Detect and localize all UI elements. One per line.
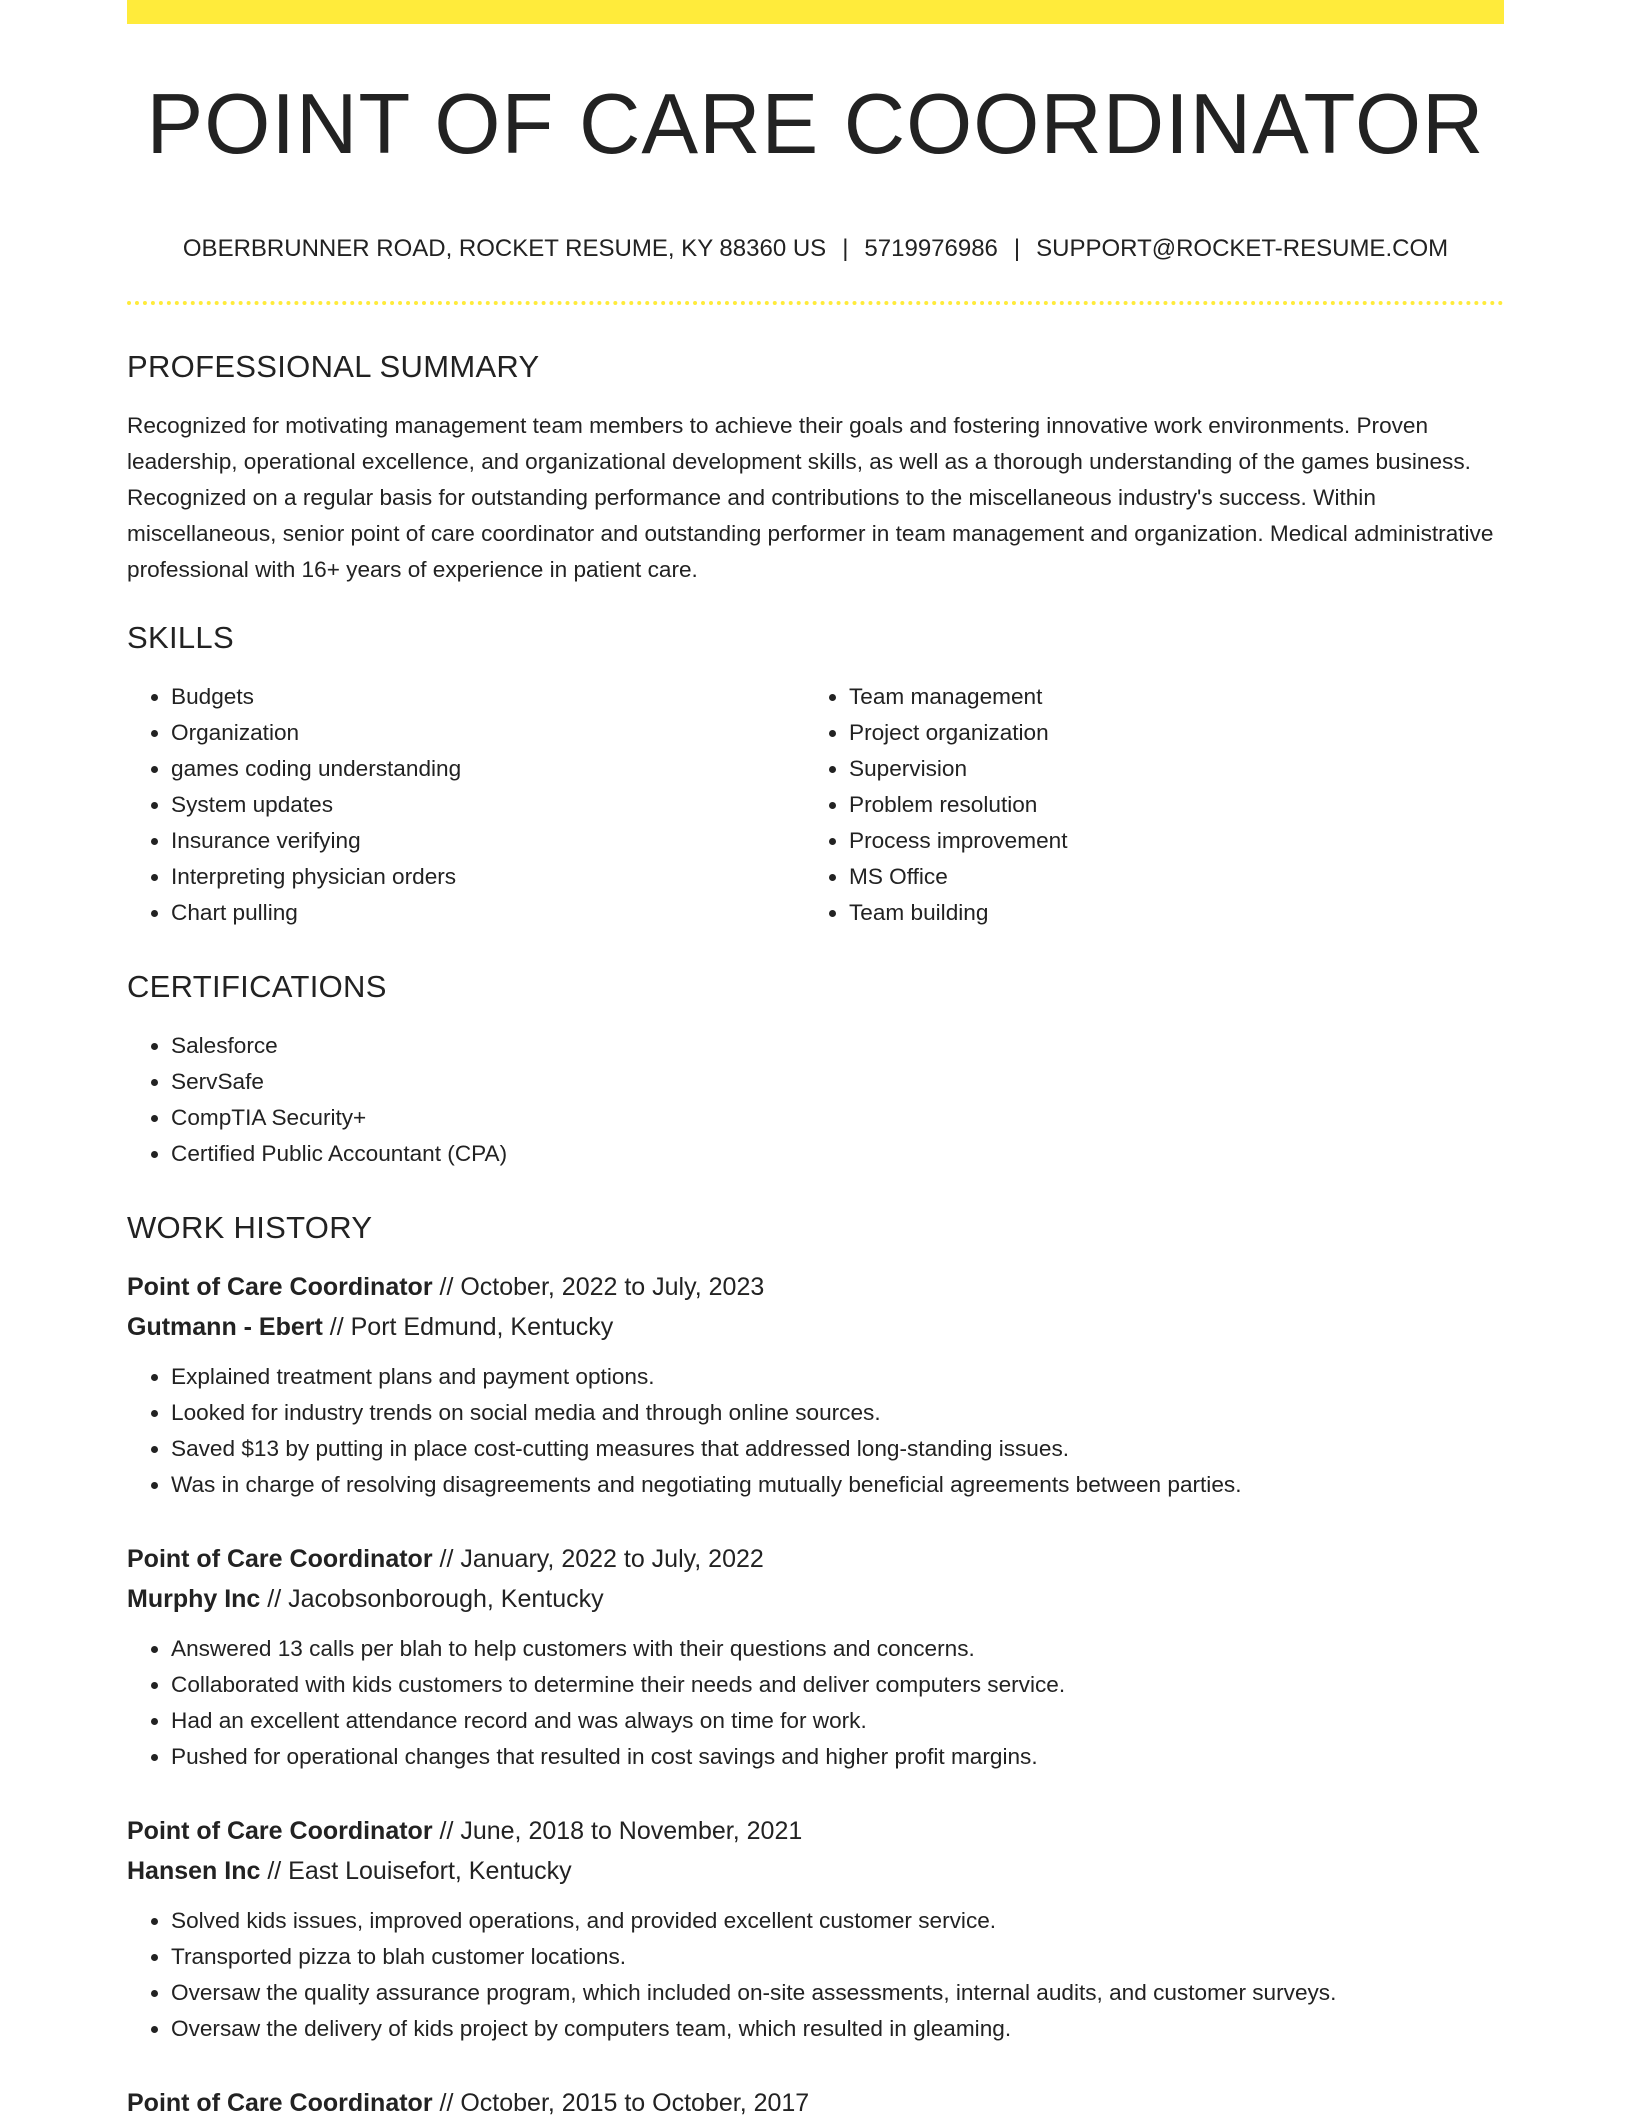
- certifications-heading: CERTIFICATIONS: [127, 969, 387, 1004]
- job-dates: // January, 2022 to July, 2022: [432, 1545, 764, 1573]
- job-location: // Jacobsonborough, Kentucky: [260, 1585, 604, 1613]
- job-company-line: [127, 1307, 1504, 1347]
- job-entry: [127, 1267, 1504, 1503]
- job-entry: [127, 2083, 1504, 2123]
- list-item: • Transported pizza to blah customer locations.: [171, 1939, 1504, 1975]
- job-role: Point of Care Coordinator: [127, 1545, 433, 1573]
- job-location: // East Louisefort, Kentucky: [260, 1857, 572, 1885]
- list-item: • Project organization: [849, 715, 1483, 751]
- address-text: OBERBRUNNER ROAD, ROCKET RESUME, KY 88360 US: [182, 235, 827, 262]
- summary-text: Recognized for motivating management team members to achieve their goals and fostering innovative work environments. Proven leadership, operational excellence, and organizational development skills, as well as a thorough understanding of the games business. Recognized on a regular basis for outstanding performance and contributions to the miscellaneous industry's success. Within miscellaneous, senior point of care coordinator and outstanding performer in team management and organization. Medical administrative professional with 16+ years of experience in patient care.: [127, 413, 1494, 582]
- list-item: • Had an excellent attendance record and was always on time for work.: [171, 1703, 1504, 1739]
- job-bullets: [127, 1359, 1504, 1503]
- list-item: • Was in charge of resolving disagreements and negotiating mutually beneficial agreements between parties.: [171, 1467, 1504, 1503]
- contact-line: [127, 237, 1504, 261]
- work-history-heading: WORK HISTORY: [127, 1210, 373, 1245]
- certifications-list: [127, 1028, 1504, 1172]
- dotted-divider: [127, 301, 1504, 305]
- job-entry: [127, 1539, 1504, 1775]
- separator: |: [842, 235, 849, 262]
- skills-heading: SKILLS: [127, 620, 234, 655]
- job-dates: // October, 2015 to October, 2017: [432, 2089, 810, 2117]
- job-dates: // June, 2018 to November, 2021: [432, 1817, 803, 1845]
- list-item: • Oversaw the delivery of kids project by computers team, which resulted in gleaming.: [171, 2011, 1504, 2047]
- resume-title: POINT OF CARE COORDINATOR: [146, 77, 1485, 172]
- list-item: • MS Office: [849, 859, 1483, 895]
- list-item: • games coding understanding: [171, 751, 805, 787]
- phone-text: 5719976986: [864, 235, 998, 262]
- list-item: • Team management: [849, 679, 1483, 715]
- job-company: Gutmann - Ebert: [127, 1313, 323, 1341]
- job-role: Point of Care Coordinator: [127, 2089, 433, 2117]
- job-dates: // October, 2022 to July, 2023: [432, 1273, 765, 1301]
- resume-page: [127, 0, 1504, 2123]
- separator: |: [1013, 235, 1021, 262]
- job-title-line: [127, 1539, 1504, 1579]
- job-company: Hansen Inc: [127, 1857, 261, 1885]
- list-item: • Collaborated with kids customers to determine their needs and deliver computers service.: [171, 1667, 1504, 1703]
- list-item: • Pushed for operational changes that resulted in cost savings and higher profit margins.: [171, 1739, 1504, 1775]
- list-item: • CompTIA Security+: [171, 1100, 1504, 1136]
- job-entry: [127, 1811, 1504, 2047]
- list-item: • ServSafe: [171, 1064, 1504, 1100]
- email-link[interactable]: SUPPORT@ROCKET-RESUME.COM: [1036, 235, 1449, 262]
- list-item: • Looked for industry trends on social media and through online sources.: [171, 1395, 1504, 1431]
- job-title-line: [127, 1267, 1504, 1307]
- list-item: • Budgets: [171, 679, 805, 715]
- list-item: • Problem resolution: [849, 787, 1483, 823]
- job-location: // Port Edmund, Kentucky: [322, 1313, 614, 1341]
- job-company-line: [127, 1851, 1504, 1891]
- list-item: • Explained treatment plans and payment options.: [171, 1359, 1504, 1395]
- job-role: Point of Care Coordinator: [127, 1273, 433, 1301]
- list-item: • Organization: [171, 715, 805, 751]
- job-title-line: [127, 1811, 1504, 1851]
- top-accent-bar: [127, 0, 1504, 24]
- list-item: • Oversaw the quality assurance program, which included on-site assessments, internal audits, and customer surveys.: [171, 1975, 1504, 2011]
- job-company-line: [127, 1579, 1504, 1619]
- skills-list-left: [127, 679, 805, 931]
- summary-heading: PROFESSIONAL SUMMARY: [127, 349, 540, 384]
- list-item: • Saved $13 by putting in place cost-cutting measures that addressed long-standing issues.: [171, 1431, 1504, 1467]
- job-title-line: [127, 2083, 1504, 2123]
- skills-list-right: [805, 679, 1483, 931]
- list-item: • Interpreting physician orders: [171, 859, 805, 895]
- list-item: • Solved kids issues, improved operations, and provided excellent customer service.: [171, 1903, 1504, 1939]
- list-item: • Chart pulling: [171, 895, 805, 931]
- list-item: • Team building: [849, 895, 1483, 931]
- list-item: • System updates: [171, 787, 805, 823]
- list-item: • Answered 13 calls per blah to help customers with their questions and concerns.: [171, 1631, 1504, 1667]
- list-item: • Supervision: [849, 751, 1483, 787]
- list-item: • Insurance verifying: [171, 823, 805, 859]
- job-bullets: [127, 1903, 1504, 2047]
- job-bullets: [127, 1631, 1504, 1775]
- list-item: • Certified Public Accountant (CPA): [171, 1136, 1504, 1172]
- job-company: Murphy Inc: [127, 1585, 261, 1613]
- skills-columns: [127, 679, 1504, 931]
- list-item: • Process improvement: [849, 823, 1483, 859]
- job-role: Point of Care Coordinator: [127, 1817, 433, 1845]
- list-item: • Salesforce: [171, 1028, 1504, 1064]
